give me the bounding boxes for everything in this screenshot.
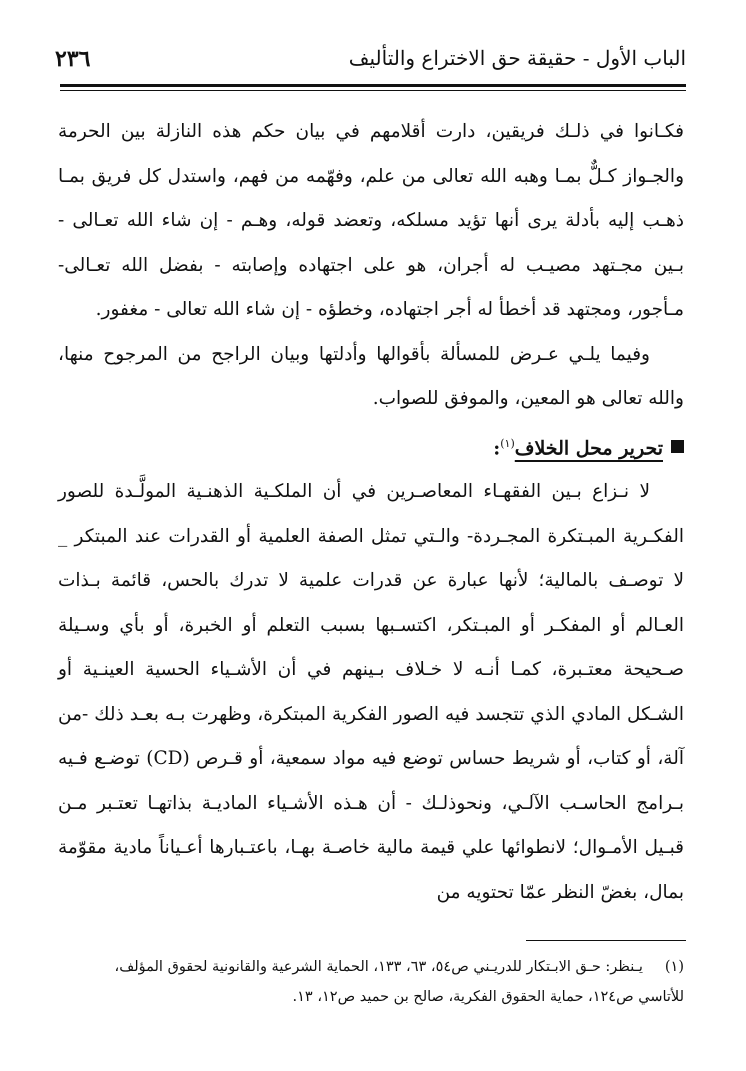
paragraph-1: فكـانوا في ذلـك فريقين، دارت أقلامهم في بيان حكم هذه النازلة بين الحرمة والجـواز كـلٌّ بمـا وهبه الله تعالى من علم، وفهّمه من فهم، واستدل كل فريق بمـا ذهـب إليه بأدلة يرى أنها تؤيد مسلكه، وتعضد قوله، وهـم - إن شاء الله تعـالى - بـين مجـتهد مصيـب له أجران، هو على اجتهاده وإصابته - بفضل الله تعـالى- مـأجور، ومجتهد قد أخطأ له أجر اجتهاده، وخطؤه - إن شاء الله تعالى - مغفور. — [58, 121, 684, 320]
header-rule-thin — [60, 90, 686, 91]
footnote-line-1: يـنظر: حـق الابـتكار للدريـني ص٥٤، ٦٣، ١٣٣، الحماية الشرعية والقانونية لحقوق المؤلف، — [114, 959, 643, 975]
paragraph-3: لا نـزاع بـين الفقهـاء المعاصـرين في أن الملكـية الذهنـية المولَّـدة للصور الفكـرية المبـتكرة المجـردة- والـتي تمثل الصفة العلمية أو القدرات عند المبتكر _ لا توصـف بالمالية؛ لأنها عبارة عن قدرات علمية لا تدرك بالحس، قائمة بـذات العـالم أو المفكـر أو المبـتكر، اكتسـبها بسبب التعلم أو الخبرة، أو بأي وسـيلة صـحيحة معتـبرة، كمـا أنـه لا خـلاف بـينهم في أن الأشـياء الحسية العينـية أو الشـكل المادي الذي تتجسد فيه الصور الفكرية المبتكرة، وظهرت بـه بعـد ذلك -من آلة، أو كتاب، أو شريط حساس توضع فيه مواد سمعية، أو قـرص (CD) توضـع فـيه بـرامج الحاسـب الآلـي، ونحوذلـك - أن هـذه الأشـياء الماديـة بذاتهـا تعتـبر مـن قبـيل الأمـوال؛ لانطوائها علي قيمة مالية خاصـة بهـا، باعتـبارها أعـياناً مادية مقوّمة بمال، بغضّ النظر عمّا تحتويه من — [58, 481, 684, 903]
footnote-1 — [58, 952, 684, 982]
paragraph-2: وفيما يلـي عـرض للمسألة بأقوالها وأدلتها وبيان الراجح من المرجوح منها، والله تعالى هو المعين، والموفق للصواب. — [58, 343, 684, 409]
footnote-ref: (١) — [500, 436, 515, 450]
section-heading — [58, 422, 684, 471]
square-bullet-icon — [671, 440, 684, 453]
footnotes — [58, 952, 684, 1012]
page-number: ٢٣٦ — [55, 46, 91, 72]
main-text — [58, 110, 684, 915]
heading-text: تحرير محل الخلاف — [514, 436, 663, 459]
heading-colon: : — [493, 436, 501, 459]
running-title: الباب الأول - حقيقة حق الاختراع والتأليف — [348, 46, 686, 70]
footnote-number: (١) — [664, 959, 684, 975]
page-header — [55, 40, 686, 80]
footnote-1-continued: للأتاسي ص١٢٤، حماية الحقوق الفكرية، صالح بن حميد ص١٢، ١٣. — [292, 989, 684, 1005]
footnote-separator — [526, 940, 686, 941]
header-rule-thick — [60, 84, 686, 87]
